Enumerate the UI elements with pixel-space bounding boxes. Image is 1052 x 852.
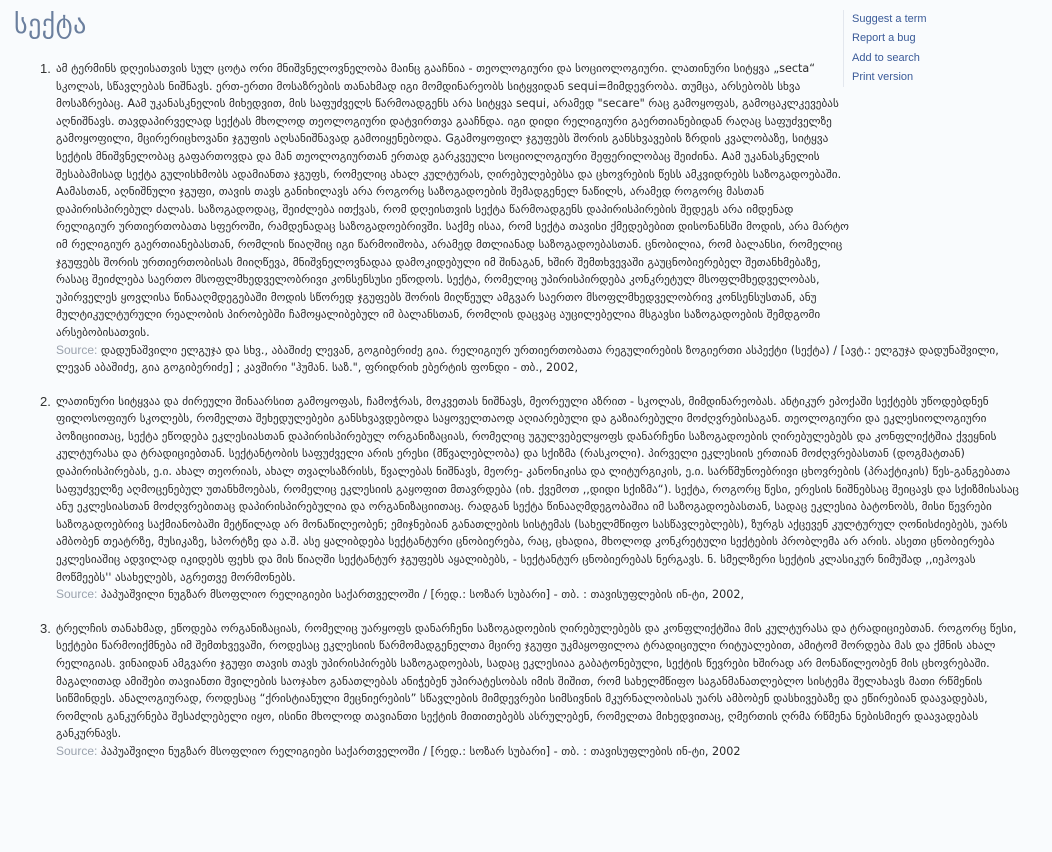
definition-item [26, 620, 1026, 761]
add-to-search-link[interactable]: Add to search [852, 51, 920, 64]
definition-number: 1. [40, 61, 51, 76]
definition-item [26, 393, 1026, 604]
definition-text: ტრელჩის თანახმად, ეწოდება ორგანიზაციას, რომელიც უარყოფს დანარჩენი საზოგადოების ღირებულებებს და კონფლიქტშია მის კულტურასა და ტრადიციებთან. როგორც წესი, სექტები წარმოიქმნება იმ შემთხვევაში, როდესაც ეკლესიის წარმომადგენელთა მცირე ჯგუფი უკმაყოფილოა ტრადიციული რიტუალებით, ამიტომ შორდება მას და ქმნის ახალ რელიგიას. ვინაიდან ამგვარი ჯგუფი თავის თავს უპირისპირებს საზოგადოებას, სადაც ეკლესიაა გაბატონებული, სექტის წევრები ხშირად არ მონაწილეობენ მის ცხოვრებაში. მაგალითად ამიშები თავიანთი შვილების საოჯახო განათლებას ანიჭებენ უპირატესობას იმის შიშით, რომ სახელმწიფო საგანმანათლებლო სისტემა შელახავს მათი რწმენის სიწმინდეს. ანალოგიურად, როდესაც “ქრისტიანული მეცნიერების” სწავლების მიმდევრები სიმსივნის მკურნალობისას უარს ამბობენ დასხივებაზე და ეწირებიან დაავადებას, რომლის განკურნება შესაძლებელი იყო, ისინი მხოლოდ თავიანთი სექტის მითითებებს ასრულებენ, რომელთა მიხედვითაც, ღმერთის ღრმა რწმენა ნებისმიერ დაავადებას განკურნავს. [56, 621, 1017, 741]
source-label: Source: [56, 743, 98, 758]
source-citation: დადუნაშვილი ელგუჯა და სხვ., აბაშიძე ლევან, გოგიბერიძე გია. რელიგიურ ურთიერთობათა რეგულირების ზოგიერთი ასპექტი (სექტა) / [ავტ.: ელგუჯა დადუნაშვილი, ლევან აბაშიძე, გია გოგიბერიძე] ; კავშირი "ჰუმან. საზ.", ფრიდრიხ ებერტის ფონდი - თბ., 2002, [56, 343, 999, 375]
definition-source [56, 586, 1026, 604]
source-citation: პაპუაშვილი ნუგზარ მსოფლიო რელიგიები საქართველოში / [რედ.: სოზარ სუბარი] - თბ. : თავისუფლების ინ-ტი, 2002, [100, 588, 745, 602]
definition-source [56, 342, 1026, 377]
source-citation: პაპუაშვილი ნუგზარ მსოფლიო რელიგიები საქართველოში / [რედ.: სოზარ სუბარი] - თბ. : თავისუფლების ინ-ტი, 2002 [100, 744, 741, 758]
source-label: Source: [56, 342, 98, 357]
definition-item [26, 60, 1026, 377]
suggest-term-link[interactable]: Suggest a term [852, 13, 927, 25]
definition-number: 3. [40, 620, 51, 636]
definition-text: ლათინური სიტყვაა და ძირეული შინაარსით გამოყოფას, ჩამოჭრას, მოკვეთას ნიშნავს, მეორეული აზრით - სკოლას, მიმდინარეობას. ანტიკურ ეპოქაში სექტებს უწოდებდნენ ფილოსოფიურ სკოლებს, რომელთა შეხედულებები განსხვავდებოდა საყოველთაოდ აღიარებული და გაზიარებული მოძღვრებისაგან. თეოლოგიური და ეკლესიოლოგიური პოზიციითაც, სექტა ეწოდება ეკლესიასთან დაპირისპირებულ ორგანიზაციას, რომელიც უგულვებელყოფს დანარჩენი საზოგადოების ღირებულებებს და კონფლიქტშია ქვეყნის კულტურასა და ტრადიციებთან. სექტანტობის საფუძველი არის ერესი (მწვალებლობა) და სქიზმა (რასკოლი). პირველი ეკლესიის ერთიან მოძღვრებასთან (დოგმატთან) დაპირისპირებას, ე.ი. ახალ თეორიას, ახალ თვალსაზრისს, წვალებას ნიშნავს, მეორე- კანონიკისა და ლიტურგიკის, ე.ი. სარწმუნოებრივი ცხოვრების (პრაქტიკის) წეს-განგებათა საფუძველზე აღმოცენებულ უთანხმოებას, რომელიც ეკლესიის გაყოფით მთავრდება (იხ. ქვემოთ ,,დიდი სქიზმა“). სექტა, როგორც წესი, ერესის ნიშნებსაც შეიცავს და სქიზმისასაც ანუ ეკლესიასთან მოძღვრებითაც დაპირისპირებულია და ორგანიზაციითაც. რადგან სექტა წინააღმდეგობაშია იმ საზოგადოებასთან, სადაც ეკლესია ბატონობს, მისი წევრები საზოგადოებრივ საქმიანობაში მეტწილად არ მონაწილეობენ; ემიჯნებიან განათლების სისტემას (სახელმწიფო სასწავლებლებს), ზურგს აქცევენ კულტურულ ღონისძიებებს, უარს ამბობენ თეატრზე, მუსიკაზე, სპორტზე და ა.შ. ასე ყალიბდება სექტანტური ცნობიერება, რაც, ცხადია, მხოლოდ კონკრეტული სექტების პრობლემა არ არის. ასეთი ცნობიერება ეკლესიაშიც ადვილად იკიდებს ფეხს და მის წიაღში სექტანტურ ჯგუფებს აყალიბებს, - სექტანტურ ცნობიერებას ნერგავს. ნ. სმელზერი სექტის კლასიკურ ნიმუშად ,,იეჰოვას მოწმეებს'' ასახელებს, აგრეთვე მორმონებს. [56, 394, 1019, 584]
definition-source [56, 743, 1026, 761]
print-version-link[interactable]: Print version [852, 70, 914, 83]
report-bug-link[interactable]: Report a bug [852, 32, 916, 45]
definition-text: ამ ტერმინს დღეისათვის სულ ცოტა ორი მნიშვნელოვნელობა მაინც გააჩნია - თეოლოგიური და სოციოლოგიური. ლათინური სიტყვა „secta“ სკოლას, სწავლებას ნიშნავს. ერთ-ერთი მოსაზრების თანახმად იგი მომდინარეობს სიტყვიდან sequi=მიმდევრობა. თუმცა, არსებობს სხვა მოსაზრებაც. Aამ უკანასკნელის მიხედვით, მის საფუძველს წარმოადგენს არა სიტყვა sequi, არამედ "secare" რაც გამოყოფას, გამოცაკლკევებას აღნიშნავს. თავდაპირველად სექტას მხოლოდ თეოლოგიური დატვირთვა გააჩნდა. იგი დიდი რელიგიური გაერთიანებიდან რაღაც საფუძველზე გამოყოფილი, მცირერიცხოვანი ჯგუფის აღსანიშნავად გამოიყენებოდა. Gგამოყოფილ ჯგუფებს შორის განსხვავების ზრდის კვალობაზე, სიტყვა სექტის მნიშვნელობაც გაფართოვდა და მან თეოლოგიურთან ერთად გარკვეული სოციოლოგიური შეფერილობაც შეიძინა. Aამ უკანასკნელის შესაბამისად სექტა გულისხმობს ადამიანთა ჯგუფს, რომელიც ახალ კულტურას, ღირებულებებსა და ცხოვრების წესს ამკვიდრებს საზოგადოებაში. Aამასთან, აღნიშნული ჯგუფი, თავის თავს განიხილავს არა როგორც საზოგადოების შემადგენელ ნაწილს, არამედ როგორც მასთან დაპირისპირებულ ძალას. საზოგადოდაც, შეიძლება ითქვას, რომ დღეისთვის სექტა წარმოადგენს დაპირისპირების შედეგს არა იმდენად რელიგიურ ურთიერთობათა სფეროში, რამდენადაც საზოგადოებრივში. საქმე ისაა, რომ სექტა თავისი ქმედებებით დისონანსში მოდის, არა მარტო იმ რელიგიურ გაერთიანებასთან, რომლის წიაღშიც იგი წარმოიშობა, არამედ მთლიანად საზოგადოებასთან. ცნობილია, რომ ბალანსი, რომელიც ჯგუფებს შორის ურთიერთობისას მიიღწევა, მნიშვნელოვნადაა დამოკიდებული იმ შინაგან, ხშირ შემთხვევაში გაუცნობიერებელ შეთანხმებაზე, რასაც შეიძლება საერთო მსოფლმხედველობრივი კონსენსუსი ეწოდოს. სექტა, რომელიც უპირისპირდება კონკრეტულ მსოფლმხედველობას, უპირველეს ყოვლისა წინააღმდეგებაში მოდის სწორედ ჯგუფებს შორის მიღწეულ ამგვარ საერთო მსოფლმხედველობრივ კონსენსუსთან, ანუ მულტიკულტურული რეალობის პირობებში ჩამოყალიბებულ იმ ბალანსთან, რომლის დაცვაც აუცილებელია მსგავსი საზოგადოების შემდგომი არსებობისათვის. [56, 62, 849, 339]
page-title: სექტა [14, 10, 87, 40]
definitions-list [26, 60, 1026, 777]
source-label: Source: [56, 587, 98, 602]
definition-number: 2. [40, 393, 51, 409]
